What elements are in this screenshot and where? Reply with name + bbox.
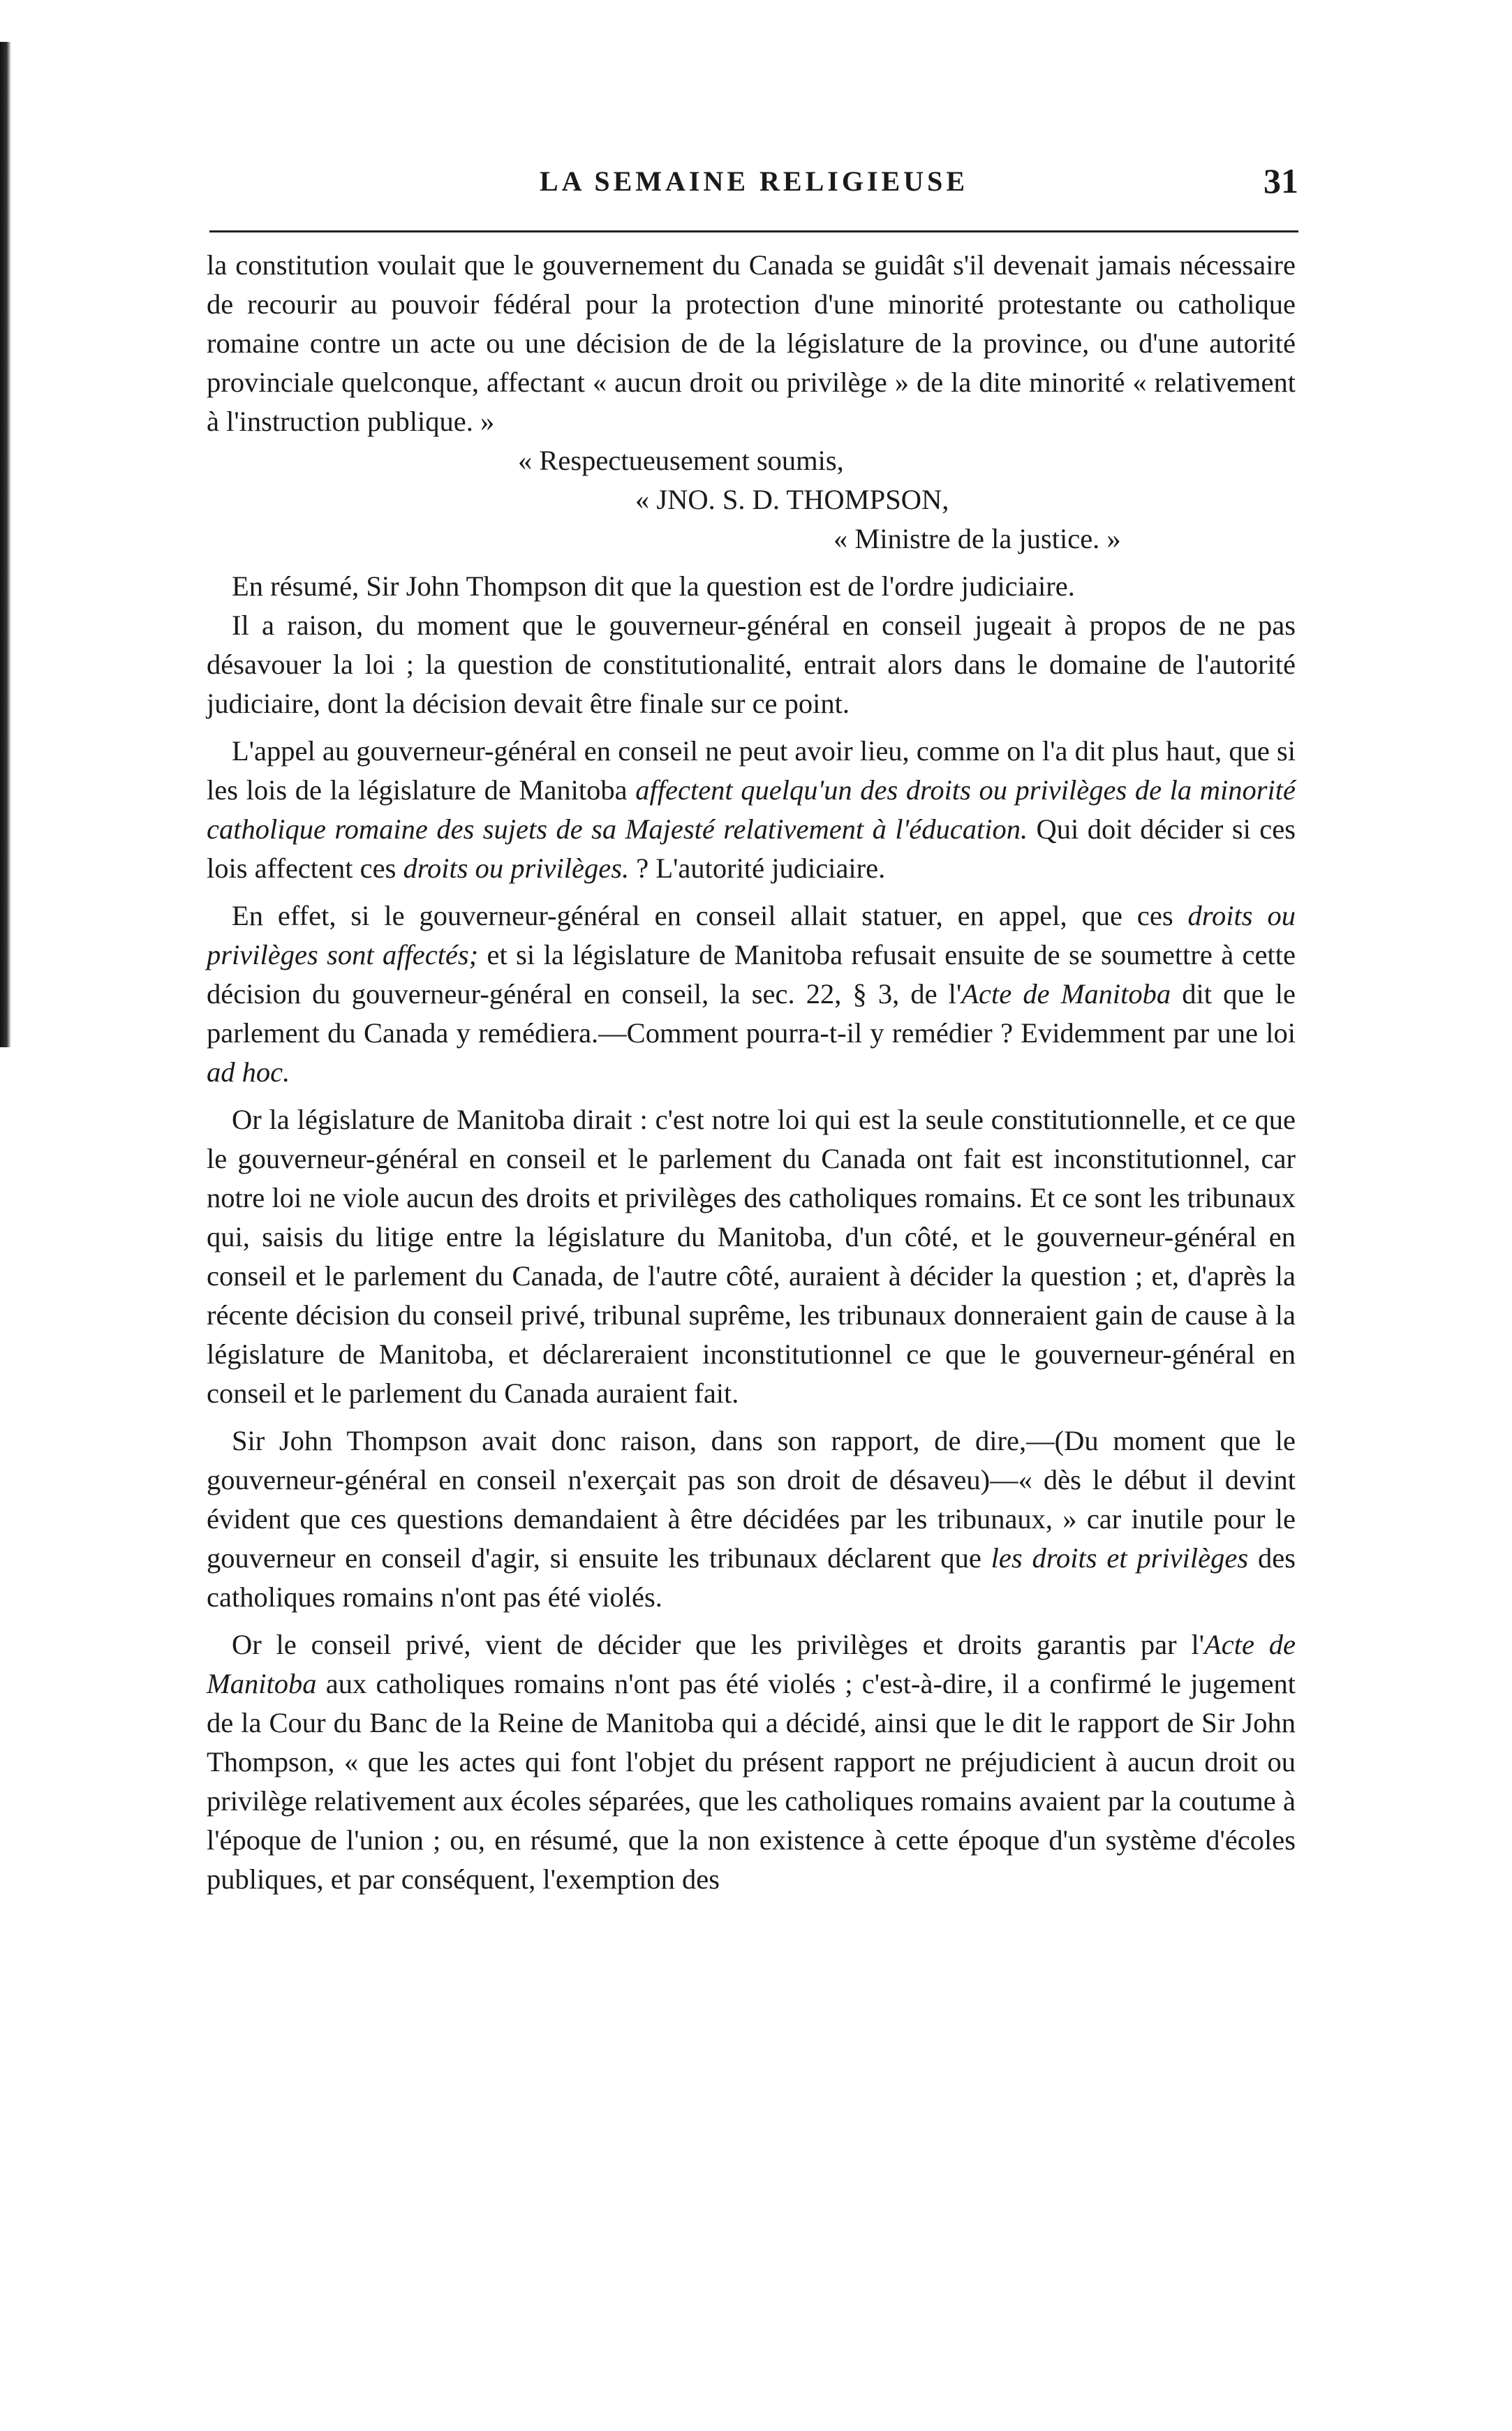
running-title: LA SEMAINE RELIGIEUSE (539, 165, 969, 197)
text-run: ? L'autorité judiciaire. (629, 852, 886, 884)
paragraph-continued: la constitution voulait que le gouvernement du Canada se guidât s'il devenait jamais nécessaire de recourir au pouvoir fédéral pour la protection d'une minorité protestante ou catholique romaine contre un acte ou une décision de de la législature de la province, ou d'une autorité provinciale quelconque, affectant « aucun droit ou privilège » de la dite minorité « relativement à l'instruction publique. » (207, 249, 1296, 437)
page-header (209, 161, 1298, 214)
paragraph: En résumé, Sir John Thompson dit que la question est de l'ordre judiciaire. (232, 570, 1075, 602)
signature-name: « JNO. S. D. THOMPSON, (635, 484, 949, 515)
paragraph: Il a raison, du moment que le gouverneur-général en conseil jugeait à propos de ne pas désavouer la loi ; la question de constitutionalité, entrait alors dans le domaine de l'autorité judiciaire, dont la décision devait être finale sur ce point. (207, 609, 1296, 719)
text-run: L'appel au gouverneur-général en conseil ne peut avoir lieu, comme on l'a dit plus haut, que si les lois de la législature de Manitoba (207, 735, 1296, 806)
italic-run: affectent quelqu'un des droits ou privilèges de la minorité catholique romaine des sujets de sa Majesté relativement à l'éducation. (207, 774, 1296, 845)
text-run: et si la législature de Manitoba refusait ensuite de se soumettre à cette décision du gouverneur-général en conseil, la sec. 22, § 3, de l' (207, 939, 1296, 1010)
italic-run: droits ou privilèges sont affectés; (207, 900, 1296, 970)
text-run: Or le conseil privé, vient de décider que les privilèges et droits garantis par l' (232, 1629, 1205, 1660)
paragraph (207, 732, 1296, 888)
page-number: 31 (1263, 161, 1298, 200)
text-run: Qui doit décider si ces lois affectent ces (207, 813, 1296, 884)
italic-run: Acte de Manitoba (961, 978, 1171, 1010)
text-run: dit que le parlement du Canada y remédiera.—Comment pourra-t-il y remédier ? Evidemment par une loi (207, 978, 1296, 1049)
article-body (207, 246, 1296, 1899)
header-rule (209, 230, 1298, 232)
page-binding-edge (0, 42, 11, 1047)
italic-run: les droits et privilèges (991, 1542, 1249, 1574)
text-run: aux catholiques romains n'ont pas été violés ; c'est-à-dire, il a confirmé le jugement de la Cour du Banc de la Reine de Manitoba qui a décidé, ainsi que le dit le rapport de Sir John Thompson, « que les actes qui font l'objet du présent rapport ne préjudicient à aucun droit ou privilège relativement aux écoles séparées, que les catholiques romains avaient par la coutume à l'époque de l'union ; ou, en résumé, que la non existence à cette époque d'un système d'écoles publiques, et par conséquent, l'exemption des (207, 1668, 1296, 1895)
italic-run: ad hoc. (207, 1056, 290, 1088)
paragraph: Or la législature de Manitoba dirait : c'est notre loi qui est la seule constitutionnelle, et ce que le gouverneur-général en conseil et le parlement du Canada ont fait est inconstitutionnel, car notre loi ne viole aucun des droits et privilèges des catholiques romains. Et ce sont les tribunaux qui, saisis du litige entre la législature du Manitoba, d'un côté, et le gouverneur-général en conseil et le parlement du Canada, de l'autre côté, auraient à décider la question ; et, d'après la récente décision du conseil privé, tribunal suprême, les tribunaux donneraient gain de cause à la législature de Manitoba, et déclareraient inconstitutionnel ce que le gouverneur-général en conseil et le parlement du Canada auraient fait. (207, 1104, 1296, 1409)
paragraph (207, 896, 1296, 1092)
paragraph (207, 1625, 1296, 1899)
text-run: En effet, si le gouverneur-général en conseil allait statuer, en appel, que ces (232, 900, 1188, 931)
paragraph (207, 1421, 1296, 1617)
italic-run: droits ou privilèges. (403, 852, 630, 884)
closing-salutation: « Respectueusement soumis, (518, 445, 844, 476)
italic-run: Acte de Manitoba (207, 1629, 1296, 1699)
text-run: des catholiques romains n'ont pas été violés. (207, 1542, 1296, 1613)
signature-role: « Ministre de la justice. » (833, 523, 1121, 554)
text-run: Sir John Thompson avait donc raison, dans son rapport, de dire,—(Du moment que le gouverneur-général en conseil n'exerçait pas son droit de désaveu)—« dès le début il devint évident que ces questions demandaient à être décidées par les tribunaux, » car inutile pour le gouverneur en conseil d'agir, si ensuite les tribunaux déclarent que (207, 1425, 1296, 1574)
